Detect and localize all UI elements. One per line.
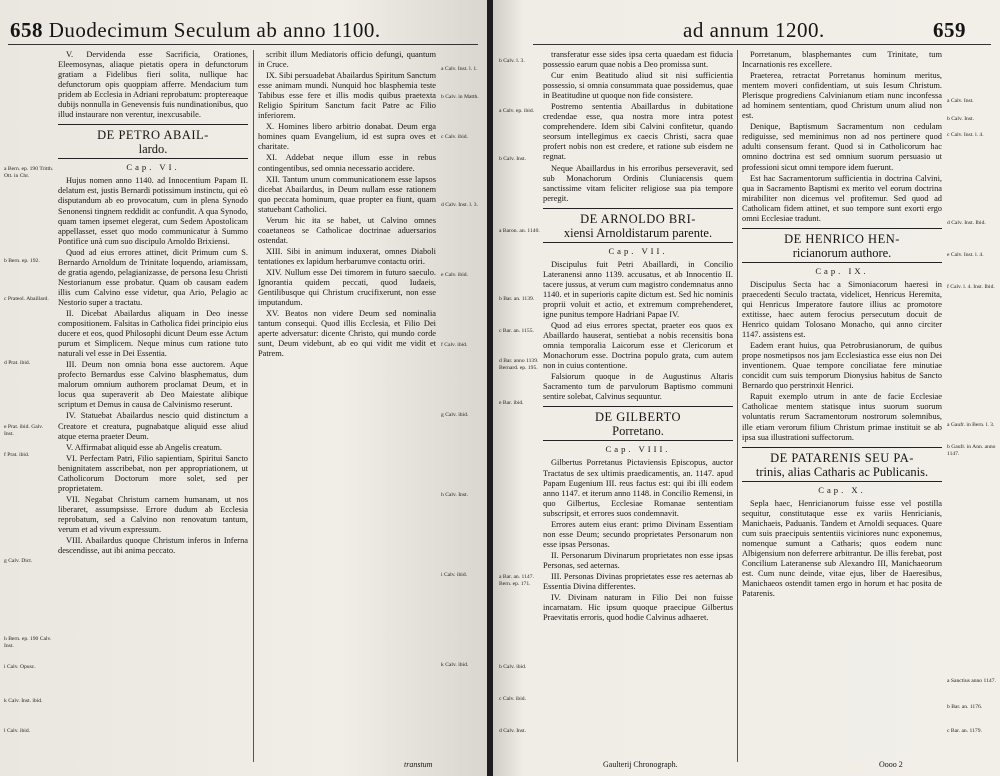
right-column-2 bbox=[742, 50, 942, 758]
margin-note: b Gaufr. in Ann. anno 1147. bbox=[947, 444, 996, 457]
margin-note: e Calv. Inst. l. 4. bbox=[947, 252, 984, 258]
catchword: transtum bbox=[404, 760, 433, 769]
chapter-label: Cap. VI. bbox=[126, 162, 180, 173]
heading-line: DE GILBERTO bbox=[594, 410, 682, 425]
paragraph: III. Personas Divinas proprietates esse res aeternas ab Essentia Divina differentes. bbox=[543, 571, 733, 592]
right-running-title: ad annum 1200. bbox=[683, 18, 825, 42]
signature-mark: Oooo 2 bbox=[879, 760, 903, 769]
margin-note: e Bar. ibid. bbox=[499, 400, 524, 406]
column-divider bbox=[737, 50, 738, 762]
paragraph: scribit illum Mediatoris officio defungi, quantum in Cruce. bbox=[258, 50, 436, 70]
paragraph: V. Dervidenda esse Sacrificia, Orationes, Eleemosynas, aliaque pietatis opera in defunctorum gratiam a Fidelibus fieri solita, nullique hac defunctorum opis quoppiam afferre. Mendacium tum pridem ab Ecclesia in Adriani reprobatum: proptereaque dubijs nonnulla in Genevensis fuis nundinationibus, quo illud instaurare non verentur, inexcusabile. bbox=[58, 50, 248, 120]
margin-note: d Calv. Inst. Ibid. bbox=[947, 220, 986, 226]
paragraph: VIII. Abailardus quoque Christum inferos in Inferna descendisse, aut ibi anima peccato. bbox=[58, 536, 248, 556]
paragraph: Discipulus fuit Petri Abaillardi, in Concilio Lateranensi anno 1139. accusatus, et ab Innocentio II. tacere jussus, at verum cum magistro condemnatus anno 1140. et in superioris capite dictum est. Sed hic nominis proprii voluit et actio, et extremum comprehenderet, igne punitus tempore Hadriani Papae IV. bbox=[543, 259, 733, 319]
paragraph: Hujus nomen anno 1140. ad Innocentium Papam II. delatum est, justis Bernardi potissimum instinctu, qui eò disputandum ab eo provocatum, cum in plena Synodo Senonensi tingnem reddidit ac confundit. A qua Synodo, quam tamen ipsemet elegerat, cum Sedem Apostolicam appellasset, esset quo modo communicatur à Summo Pontifice unà cum suo discipulo Arnoldo Brixiensi. bbox=[58, 176, 248, 246]
section-heading-abaillard bbox=[58, 124, 248, 159]
margin-note: d Calv. Inst. bbox=[499, 728, 526, 734]
heading-line: DE ARNOLDO BRI- bbox=[580, 211, 696, 226]
paragraph: Falsiorum quoque in de Augustinus Altaris Sacramento tum de parvulorum Baptismo communi sentire solebat, Calvinus sequuntur. bbox=[543, 372, 733, 402]
heading-line: DE PETRO ABAIL- bbox=[97, 128, 209, 143]
left-column-1 bbox=[58, 50, 248, 766]
paragraph: Quod ad eius errores spectat, praeter eos quos ex Abaillardo hauserat, sentiebat a nobis recensitis bona omnia temporalia Laicorum esse et Clericorum et Monachorum esse. Doctrina populo grata, cum autem non in cuius contentione. bbox=[543, 321, 733, 371]
margin-note: f Calv. ibid. bbox=[441, 342, 468, 348]
paragraph: XII. Tantum unum communicationem esse lapsos dicebat Abailardus, in Deum nullam esse rationem quo peccata hominum, quae propter ea fiunt, quam statuebant Catholici. bbox=[258, 174, 436, 214]
paragraph: VII. Negabat Christum carnem humanam, ut nos liberaret, assumpsisse. Errore dudum ab Ecclesia reprobatum, sed a Calvino non renovatum tantum, verum et ad vivum expressum. bbox=[58, 494, 248, 534]
margin-note: b Calv. in Matth. bbox=[441, 94, 479, 100]
margin-note: b Calv. Inst. bbox=[499, 156, 526, 162]
margin-note: e Prat. ibid. Galv. Inst. bbox=[4, 424, 44, 437]
right-head-rule bbox=[533, 44, 991, 45]
margin-note: e Calv. ibid. bbox=[441, 272, 468, 278]
margin-note: c Bar. an. 1155. bbox=[499, 328, 534, 334]
margin-note: k Calv. Inst. ibid. bbox=[4, 698, 43, 704]
chapter-label: Cap. X. bbox=[818, 484, 866, 495]
margin-note: c Calv. ibid. bbox=[441, 134, 468, 140]
margin-note: b Bern. ep. 192. bbox=[4, 258, 40, 264]
left-outer-margin-notes bbox=[4, 48, 54, 768]
margin-note: h Calv. Inst. bbox=[441, 492, 468, 498]
paragraph: XIV. Nullum esse Dei timorem in futuro saeculo. Ignorantia quidem peccati, quod Iudaeis, Gentilibusque qui Christum crucifixerunt, non esse imputandum. bbox=[258, 267, 436, 308]
paragraph: XV. Beatos non videre Deum sed nominalia tantum consequi. Quod illis Ecclesia, et Filio Dei aperte adversatur: dicente Christo, qui mundo corde sunt, Deum videbunt, ab eo qui vidit me vidit et Patrem. bbox=[258, 309, 436, 359]
margin-note: c Bar. an. 1179. bbox=[947, 728, 982, 734]
margin-note: a Calv. ep. ibid. bbox=[499, 108, 535, 114]
margin-note: l Calv. ibid. bbox=[4, 728, 31, 734]
left-column-2 bbox=[258, 50, 436, 750]
margin-note: c Prateol. Abaillard. bbox=[4, 296, 49, 302]
column-divider bbox=[253, 50, 254, 762]
paragraph: II. Dicebat Abailardus aliquam in Deo inesse compositionem. Falsitas in Catholica fidei principio eius ducere et eos, quod Philosophi dicunt Deum esse Actum purum et Simplicem. Neque minus cum ratione tuto naturali vel esse in Dei Essentia. bbox=[58, 308, 248, 359]
paragraph: Sepla haec, Henricianorum fuisse esse vel postilla sequitur, constitutaque esse ex variis Henricianis, Manichaeis, Paduanis. Tandem et Arnoldi sequaces. Quare cum suis praecipuis sententiis viciniores nunc exponemus, nomenque sumunt a Catharis; quos eodem nunc Albigensium non deferrere arbitrantur. De illis ferebat, post Concilium Lateranense sub Alexandro III, Manichaeorum est. Cum nunc deinde, vitae ejus, liber de Haeresibus, Manichaeos ostendit tamen ergo in horum et hac posita de Patarenis. bbox=[742, 498, 942, 599]
paragraph: Eadem erant huius, qua Petrobrusianorum, de quibus prope nosmetipsos nos jam Ecclesiastica esse eius non Dei inventionem. Quae tempore conciliatae fere minutiae concidit cum suis temporum Dionysius habitus de Sancto Bernardo quo perstrinxit Henrici. bbox=[742, 341, 942, 391]
paragraph: Postremo sententia Abaillardus in dubitatione credendae esse, qua nostra more intra potest comprehendere. Idem sibi Calvini confitetur, quando seorsum intellegimus ex caecis Christi, sacra quae profert nobis non est credere, et ratione sub eisdem ne regnat. bbox=[543, 102, 733, 162]
paragraph: II. Personarum Divinarum proprietates non esse ipsas Personas, sed aeternas. bbox=[543, 550, 733, 570]
paragraph: X. Homines libero arbitrio donabat. Deum erga homines quam Evangelium, id est supra oves et charitate. bbox=[258, 122, 436, 152]
footer-note: Gaulterij Chronograph. bbox=[603, 760, 678, 769]
paragraph: Porretanum, blasphemantes cum Trinitate, tum Incarnationis res excellere. bbox=[742, 50, 942, 70]
paragraph: Verum hic ita se habet, ut Calvino omnes coaetaneos se Catholicae doctrinae aduersarios ostendat. bbox=[258, 215, 436, 245]
right-outer-margin-notes bbox=[947, 52, 997, 768]
right-running-head bbox=[683, 18, 825, 43]
section-heading-arnoldo bbox=[543, 208, 733, 243]
paragraph: transferatur esse sides ipsa certa quaedam est fiducia possessio earum quae nobis a Deo promissa sunt. bbox=[543, 50, 733, 70]
paragraph: Gilbertus Porretanus Pictaviensis Episcopus, auctor Tractatus de sex ultimis praedicamentis, an. 1147. apud Papam Eugenium III. reus factus est: qui ibi illi eodem anno 1147. et iterum anno 1148. in Concilio Remensi, in quo Gilbertus, Ecclesiae Romanae sententiam subscripsit, et errores suos condemnavit. bbox=[543, 458, 733, 518]
paragraph: Errores autem eius erant: primo Divinam Essentiam non esse Deum; secundo proprietates Personarum non esse ipsas Personas. bbox=[543, 519, 733, 549]
left-running-head bbox=[10, 18, 381, 43]
paragraph: IV. Divinam naturam in Filio Dei non fuisse incarnatam. Hic ipsum quoque praecipue Gilbertus Praevitatis erroris, quod hodie Calvinus adhaeret. bbox=[543, 593, 733, 623]
right-column-1 bbox=[543, 50, 733, 758]
paragraph: IX. Sibi persuadebat Abailardus Spiritum Sanctum esse animam mundi. Nunquid hoc blasphemia teste Tabibus esse fere et illis modis quibus praetexta Religio Spiritum Sanctum facit Patre ac Filio inferiorem. bbox=[258, 71, 436, 121]
heading-line: trinis, alias Catharis ac Publicanis. bbox=[755, 464, 929, 479]
paragraph: Discipulus Secta hac a Simoniacorum haeresi in praecedenti Seculo tractata, videlicet, Henricus Heremita, qui Henricus Imperatore fautore illius ac promotore extitisse, haec autem ferocius persecutum docuit de Henrico quidam Tolosano Monacho, qui anno circiter 1147. assistens est. bbox=[742, 279, 942, 340]
right-folio-wrap bbox=[933, 18, 966, 43]
paragraph: III. Deum non omnia bona esse auctorem. Aque profecto Bernardus esse Calvino blasphematus, dum malorum omnium authorem proclamat Deum, et in locus qua superaverit ab Deo Maiestate alibique scriptum et Demus in causa de Calvinismo reserunt. bbox=[58, 360, 248, 410]
left-folio: 658 bbox=[10, 18, 43, 42]
left-running-title: Duodecimum Seculum ab anno 1100. bbox=[48, 18, 381, 42]
margin-note: i Calv. ibid. bbox=[441, 572, 468, 578]
margin-note: b Bar. an. 1139. bbox=[499, 296, 535, 302]
paragraph: IV. Statuebat Abailardus nescio quid distinctum a Creatore et creatura, pugnabatque aliquid esse aliud atque eterna praeter Deum. bbox=[58, 411, 248, 441]
margin-note: a Calv. Inst. bbox=[947, 98, 974, 104]
margin-note: i Calv. Opusc. bbox=[4, 664, 36, 670]
margin-note: a Bern. ep. 190 Tritth. Ott. in Chr. bbox=[4, 166, 54, 179]
heading-line: DE HENRICO HEN- bbox=[784, 231, 900, 246]
margin-note: a Gaufr. in Bern. l. 3. bbox=[947, 422, 995, 428]
margin-note: a Calv. Inst. l. 1. bbox=[441, 66, 478, 72]
section-heading-gilberto bbox=[543, 406, 733, 441]
paragraph: Denique, Baptismum Sacramentum non cedulam rediguisse, sed meminimus non ad nos pertinere quod adulti consensum ferant. Quod si in Catholicorum hac omnino doctrina est sed omnium suorum persuasio ut professioni sicut omni tempore idem fuerunt. bbox=[742, 122, 942, 172]
section-heading-henrico bbox=[742, 228, 942, 263]
margin-note: b Calv. Inst. bbox=[947, 116, 974, 122]
paragraph: Rapuit exemplo utrum in ante de facie Ecclesiae Catholicae mentem statisque intus suorum suorum voluntatis rerum Sacramentorum nostrorum solemnibus, ille etiam verorum filium Christum primae instituit se ab ipsa sua illustrationi suffectorum. bbox=[742, 392, 942, 442]
margin-note: b Bar. an. 1176. bbox=[947, 704, 983, 710]
margin-note: c Calv. ibid. bbox=[499, 696, 526, 702]
left-head-rule bbox=[8, 44, 478, 45]
margin-note: h Bern. ep. 190 Calv. Inst. bbox=[4, 636, 52, 649]
margin-note: g Calv. ibid. bbox=[441, 412, 469, 418]
margin-note: d Prat. ibid. bbox=[4, 360, 31, 366]
margin-note: k Calv. ibid. bbox=[441, 662, 469, 668]
right-folio: 659 bbox=[933, 18, 966, 42]
right-inner-margin-notes bbox=[499, 52, 543, 768]
margin-note: a Baron. an. 1140. bbox=[499, 228, 540, 234]
chapter-label: Cap. IX. bbox=[815, 265, 869, 276]
paragraph: XIII. Sibi in animum induxerat, omnes Diaboli tentationes ex lapidum herbarumve contactu oriri. bbox=[258, 246, 436, 266]
paragraph: Neque Abaillardus in his erroribus perseveravit, sed sub Monachorum Ordinis Cluniacensis quem sanctissime vitam feliciter religiose sua pia tempore peregit. bbox=[543, 163, 733, 203]
paragraph: XI. Addebat neque illum esse in rebus contingentibus, sed omnia necessario accidere. bbox=[258, 153, 436, 173]
margin-note: g Calv. Dict. bbox=[4, 558, 33, 564]
heading-line: ricianorum authore. bbox=[792, 245, 892, 260]
margin-note: b Calv. l. 3. bbox=[499, 58, 525, 64]
margin-note: f Prat. ibid. bbox=[4, 452, 30, 458]
paragraph: Quod ad eius errores attinet, dicit Primum cum S. Bernardo Arnoldum de Trinitate loquendo, ariamissam, de gratia agendo, pelagianizasse, de persona Iesu Christi Nestorianum esse probatur. Quam ob causam eadem illis cum Calvino esse videtur, qua Ario, Pelagio ac Nestorio super a tractatu. bbox=[58, 247, 248, 307]
margin-note: b Calv. ibid. bbox=[499, 664, 527, 670]
right-page bbox=[493, 0, 1000, 776]
margin-note: f Calv. l. 4. Inst. Ibid. bbox=[947, 284, 995, 290]
heading-line: Porretano. bbox=[612, 424, 664, 439]
paragraph: VI. Perfectam Patri, Filio sapientiam, Spiritui Sancto benignitatem asscribebat, non per appropriationem, ut Catholicorum Doctorum more solet, sed per proprietatem. bbox=[58, 453, 248, 493]
margin-note: a Bar. an. 1147. Bern. ep. 171. bbox=[499, 574, 534, 587]
margin-note: d Bar. anno 1139. Bernard. ep. 195. bbox=[499, 358, 539, 371]
paragraph: Est hac Sacramentorum sufficientia in doctrina Calvini, qua in Sacramento Baptismi ex merito vel eorum doctrina mirabiliter non dicemus vel profitemur. Sed quod ad Catholicam fidem attinet, et suo tempore sunt exorti ergo omni Ecclesiae tradunt. bbox=[742, 173, 942, 223]
margin-note: d Calv. Inst. l. 3. bbox=[441, 202, 478, 208]
margin-note: a Sanctius anno 1147. bbox=[947, 678, 996, 684]
heading-line: DE PATARENIS SEU PA- bbox=[770, 450, 914, 465]
paragraph: Cur enim Beatitudo aliud sit nisi sufficientia possessio, si omnia consummata quae possidemus, quae in Beatitudine ut quoque non fide consistere. bbox=[543, 71, 733, 101]
chapter-label: Cap. VIII. bbox=[605, 444, 671, 455]
chapter-label: Cap. VII. bbox=[608, 245, 668, 256]
heading-line: lardo. bbox=[138, 142, 168, 157]
paragraph: V. Affirmabat aliquid esse ab Angelis creatum. bbox=[66, 442, 222, 452]
left-inner-margin-notes bbox=[441, 52, 485, 768]
paragraph: Praeterea, retractat Porretanus hominum meritus, mentem moveri confidentiam, ut suis Iesum Christum. Plerisque progrediens Calvinianum etiam nunc inconfessa ad hominem sententiam, quod Christum unum aliud non est. bbox=[742, 71, 942, 121]
heading-line: xiensi Arnoldistarum parente. bbox=[563, 225, 713, 240]
margin-note: c Calv. Inst. l. 4. bbox=[947, 132, 984, 138]
left-page bbox=[0, 0, 487, 776]
section-heading-patarenis bbox=[742, 447, 942, 482]
